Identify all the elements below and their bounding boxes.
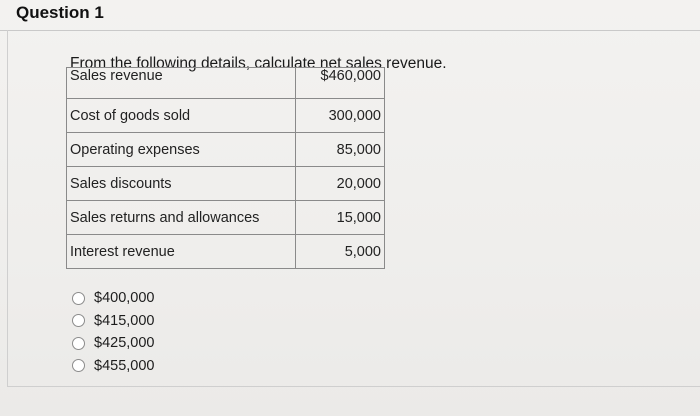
row-label: Sales discounts xyxy=(67,167,296,201)
question-header xyxy=(0,0,700,31)
answer-option[interactable] xyxy=(72,287,154,310)
row-label: Sales returns and allowances xyxy=(67,201,296,235)
table-row xyxy=(67,99,385,133)
table-row xyxy=(67,167,385,201)
answer-options xyxy=(72,287,154,377)
row-value: $460,000 xyxy=(296,68,385,99)
answer-option[interactable] xyxy=(72,355,154,378)
table-row xyxy=(67,68,385,99)
answer-option[interactable] xyxy=(72,332,154,355)
radio-button[interactable] xyxy=(72,292,85,305)
table-row xyxy=(67,235,385,269)
radio-button[interactable] xyxy=(72,337,85,350)
radio-button[interactable] xyxy=(72,314,85,327)
answer-option[interactable] xyxy=(72,310,154,333)
table-row xyxy=(67,201,385,235)
row-value: 20,000 xyxy=(296,167,385,201)
option-label: $415,000 xyxy=(94,312,155,329)
row-label: Cost of goods sold xyxy=(67,99,296,133)
option-label: $455,000 xyxy=(94,357,155,374)
table-row xyxy=(67,133,385,167)
option-label: $400,000 xyxy=(94,290,155,307)
row-value: 300,000 xyxy=(296,99,385,133)
row-value: 5,000 xyxy=(296,235,385,269)
row-label: Operating expenses xyxy=(67,133,296,167)
radio-button[interactable] xyxy=(72,359,85,372)
row-value: 15,000 xyxy=(296,201,385,235)
option-label: $425,000 xyxy=(94,335,155,352)
row-value: 85,000 xyxy=(296,133,385,167)
details-table xyxy=(66,67,385,269)
question-prompt: From the following details, calculate net sales revenue. xyxy=(70,55,447,72)
row-label: Sales revenue xyxy=(67,68,296,99)
row-label: Interest revenue xyxy=(67,235,296,269)
question-title: Question 1 xyxy=(16,3,104,22)
